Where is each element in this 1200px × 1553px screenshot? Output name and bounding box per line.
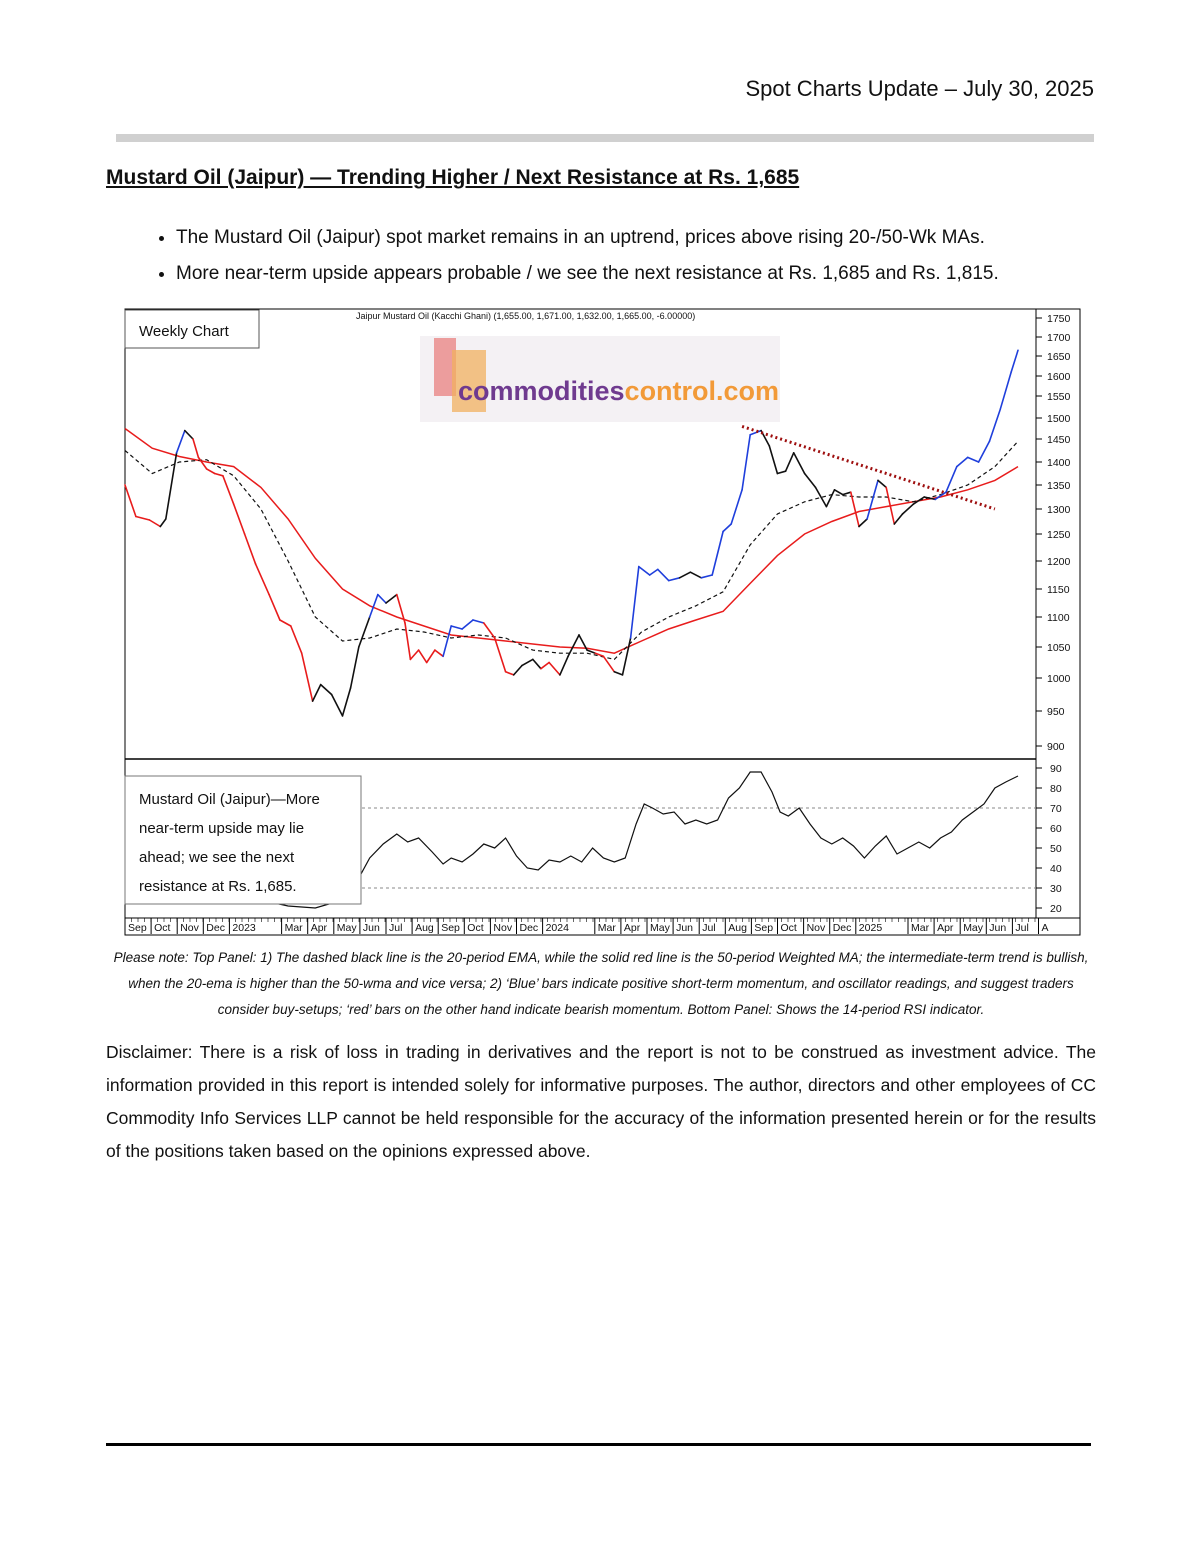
time-axis-label: Jul <box>702 922 716 934</box>
summary-bullets <box>106 220 1096 292</box>
time-axis-label: Apr <box>310 922 328 934</box>
time-axis-label: May <box>336 922 357 934</box>
price-axis-label: 1650 <box>1047 351 1071 363</box>
rsi-annotation-line: near-term upside may lie <box>139 820 305 837</box>
price-axis-label: 1550 <box>1047 391 1071 403</box>
time-axis-label: Mar <box>911 922 930 934</box>
price-axis-label: 1200 <box>1047 556 1071 568</box>
time-axis-label: A <box>1041 922 1049 934</box>
bullet-item: • More near-term upside appears probable / we see the next resistance at Rs. 1,685 and Rs. 1,815. <box>176 256 1096 292</box>
watermark-logo <box>420 336 780 422</box>
time-axis-label: Dec <box>519 922 539 934</box>
time-axis-label: 2025 <box>858 922 883 934</box>
watermark-text: commoditiescontrol.com <box>458 376 780 406</box>
time-axis-label: Dec <box>206 922 225 934</box>
bullet-item: • The Mustard Oil (Jaipur) spot market remains in an uptrend, prices above rising 20-/50-Wk MAs. <box>176 220 1096 256</box>
price-axis-label: 1450 <box>1047 434 1071 446</box>
rsi-axis-label: 80 <box>1050 783 1062 795</box>
price-axis-label: 1250 <box>1047 529 1071 541</box>
time-axis-label: Mar <box>597 922 616 934</box>
price-axis-label: 1500 <box>1047 413 1071 425</box>
time-axis-label: Nov <box>180 922 199 934</box>
time-axis-label: Oct <box>467 922 484 934</box>
time-axis-label: Apr <box>937 922 954 934</box>
time-axis-label: Jun <box>362 922 380 934</box>
disclaimer-text: Disclaimer: There is a risk of loss in trading in derivatives and the report is not to be construed as investment advice. The information provided in this report is intended solely for informative purposes. The author, directors and other employees of CC Commodity Info Services LLP cannot be held responsible for the accuracy of the information presented herein or for the results of the positions taken based on the opinions expressed above. <box>106 1042 1096 1161</box>
rsi-axis-label: 60 <box>1050 823 1062 835</box>
time-axis-label: Apr <box>623 922 641 934</box>
chart-footnote: Please note: Top Panel: 1) The dashed black line is the 20-period EMA, while the solid red line is the 50-period Weighted MA; the intermediate-term trend is bullish, when the 20-ema is higher than the 50-wma and vice versa; 2) ‘Blue’ bars indicate positive short-term momentum, and oscillator readings, and suggest traders consider buy-setups; ‘red’ bars on the other hand indicate bearish momentum. Bottom Panel: Shows the 14-period RSI indicator. <box>113 950 1089 1017</box>
rsi-annotation-line: ahead; we see the next <box>139 849 295 866</box>
time-axis-label: May <box>650 922 670 934</box>
time-axis-label: 2023 <box>232 922 256 934</box>
time-axis-label: Oct <box>780 922 797 934</box>
time-axis-label: Mar <box>284 922 303 934</box>
rsi-axis-label: 20 <box>1050 903 1062 915</box>
price-axis-label: 1600 <box>1047 371 1071 383</box>
price-axis-label: 1350 <box>1047 480 1071 492</box>
time-axis-label: Sep <box>754 922 774 934</box>
price-axis-label: 1100 <box>1047 612 1070 624</box>
report-date-title: Spot Charts Update – July 30, 2025 <box>745 76 1094 101</box>
time-axis-label: Jun <box>676 922 694 934</box>
chart-title: Jaipur Mustard Oil (Kacchi Ghani) (1,655.00, 1,671.00, 1,632.00, 1,665.00, -6.00000) <box>356 311 696 321</box>
time-axis-label: Sep <box>441 922 460 934</box>
price-axis-label: 1300 <box>1047 504 1071 516</box>
time-axis-label: Jul <box>389 922 403 934</box>
rsi-annotation-line: Mustard Oil (Jaipur)—More <box>139 791 320 808</box>
price-axis-label: 1150 <box>1047 584 1070 596</box>
footer-divider <box>106 1443 1091 1446</box>
header-divider <box>116 134 1094 142</box>
time-axis-label: Nov <box>493 922 513 934</box>
price-axis-label: 1700 <box>1047 332 1071 344</box>
rsi-axis-label: 70 <box>1050 803 1062 815</box>
weekly-chart <box>122 306 1082 938</box>
price-axis-label: 1400 <box>1047 457 1071 469</box>
time-axis-label: Nov <box>806 922 826 934</box>
section-title: Mustard Oil (Jaipur) — Trending Higher / Next Resistance at Rs. 1,685 <box>106 166 800 189</box>
rsi-axis-label: 50 <box>1050 843 1062 855</box>
rsi-axis-label: 90 <box>1050 763 1062 775</box>
time-axis-label: Sep <box>128 922 147 934</box>
time-axis-label: Jul <box>1015 922 1029 934</box>
rsi-axis-label: 40 <box>1050 863 1062 875</box>
price-axis-label: 1750 <box>1047 313 1071 325</box>
rsi-annotation-line: resistance at Rs. 1,685. <box>139 878 297 895</box>
weekly-label: Weekly Chart <box>139 323 229 340</box>
rsi-axis-label: 30 <box>1050 883 1062 895</box>
price-axis-label: 1050 <box>1047 642 1071 654</box>
time-axis-label: Oct <box>154 922 171 934</box>
time-axis-label: 2024 <box>545 922 569 934</box>
price-axis-label: 950 <box>1047 706 1065 718</box>
time-axis-label: Jun <box>989 922 1007 934</box>
price-axis-label: 900 <box>1047 741 1065 753</box>
price-axis-label: 1000 <box>1047 673 1071 685</box>
time-axis-label: Dec <box>832 922 852 934</box>
time-axis-label: Aug <box>728 922 747 934</box>
time-axis-label: May <box>963 922 984 934</box>
time-axis-label: Aug <box>415 922 434 934</box>
chart-svg <box>122 306 1082 938</box>
